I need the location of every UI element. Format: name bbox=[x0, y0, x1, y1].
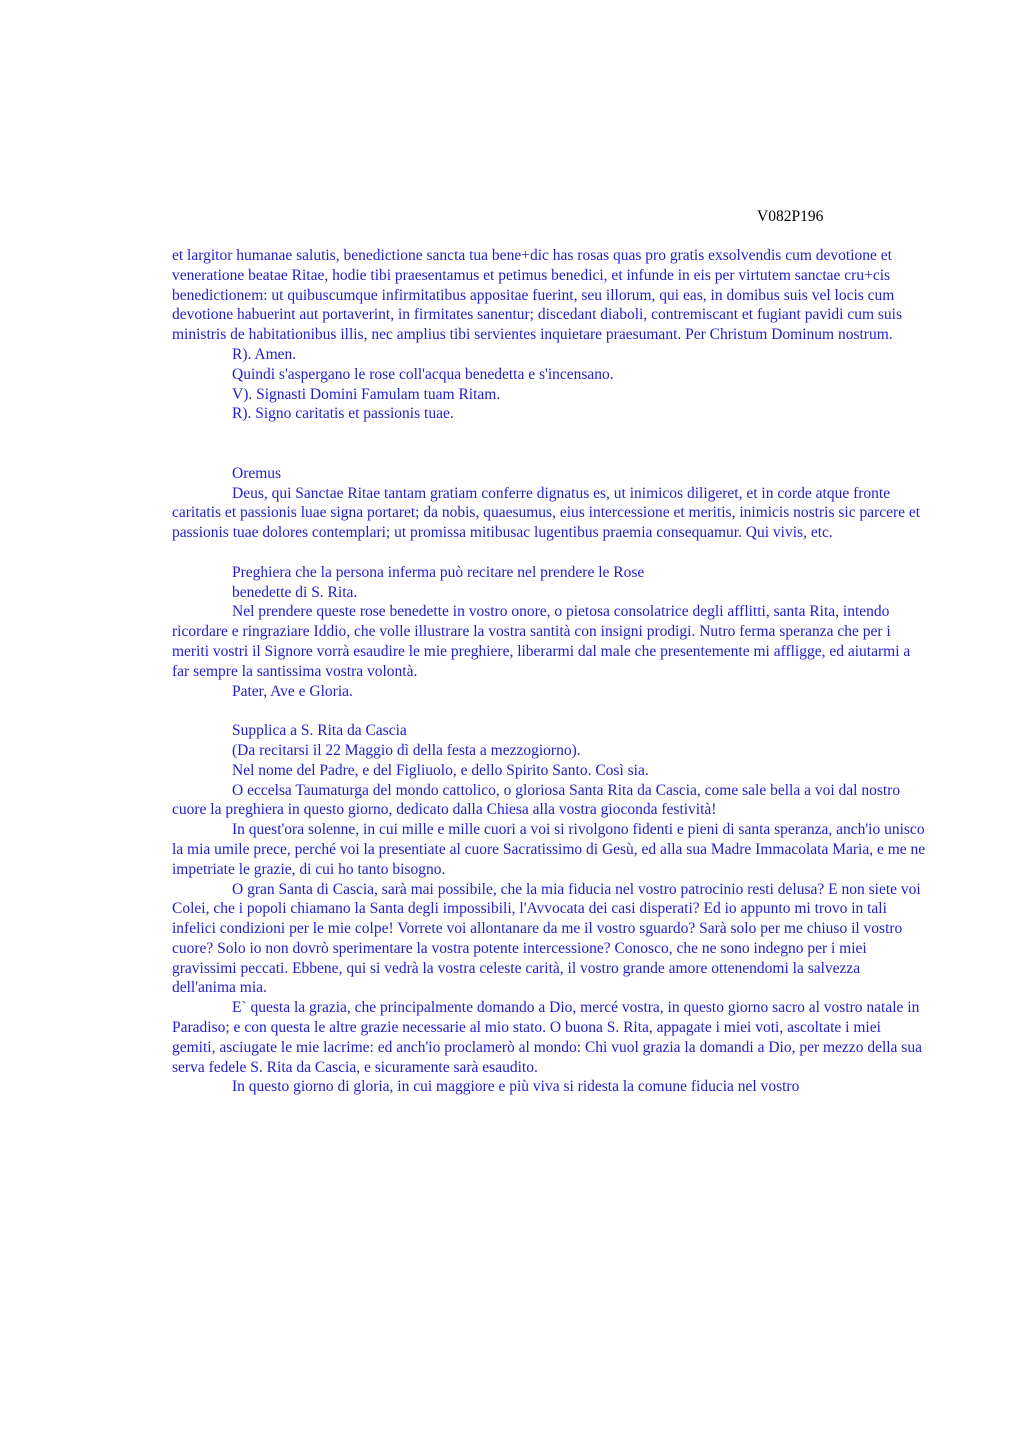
supplica-heading: Supplica a S. Rita da Cascia bbox=[232, 722, 407, 740]
document-body bbox=[172, 246, 927, 1097]
supplica-paragraph-1: O eccelsa Taumaturga del mondo cattolico, o gloriosa Santa Rita da Cascia, come sale bella a voi dal nostro cuore la preghiera in questo giorno, dedicato dalla Chiesa alla vostra gioconda festività! bbox=[172, 781, 901, 819]
supplica-paragraph-2: In quest'ora solenne, in cui mille e mille cuori a voi si rivolgono fidenti e pieni di santa speranza, anch'io unisco la mia umile prece, perché voi la presentiate al cuore Sacratissimo di Gesù, ed alla sua Madre Immacolata Maria, e me ne impetriate le grazie, di cui ho tanto bisogno. bbox=[172, 821, 926, 878]
supplica-paragraph-3: O gran Santa di Cascia, sarà mai possibile, che la mia fiducia nel vostro patrocinio resti delusa? E non siete voi Colei, che i popoli chiamano la Santa degli impossibili, l'Avvocata dei casi disperati? Ed io appunto mi trovo in tali infelici condizioni per le mie colpe! Vorrete voi allontanare da me il vostro sguardo? Sarà solo per me chiuso il vostro cuore? Solo io non dovrò sperimentare la vostra potente intercessione? Conosco, che ne sono indegno per i miei gravissimi peccati. Ebbene, qui si vedrà la vostra celeste carità, il vostro grande amore ottenendomi la salvezza dell'anima mia. bbox=[172, 880, 921, 997]
spacer bbox=[172, 424, 927, 464]
oremus-heading: Oremus bbox=[232, 464, 282, 482]
rubric-sprinkle-roses: Quindi s'aspergano le rose coll'acqua benedetta e s'incensano. bbox=[232, 365, 614, 383]
supplica-subheading: (Da recitarsi il 22 Maggio dì della festa a mezzogiorno). bbox=[232, 741, 581, 759]
response-amen: R). Amen. bbox=[232, 345, 297, 363]
versicle-signasti: V). Signasti Domini Famulam tuam Ritam. bbox=[232, 385, 501, 403]
oremus-prayer-paragraph: Deus, qui Sanctae Ritae tantam gratiam conferre dignatus es, ut inimicos diligeret, et in corde atque fronte caritatis et passionis luae signa portaret; da nobis, quaesumus, eius intercessione et meritis, inimicis nostris sic parcere et passionis tuae dolores contemplari; ut promissa mitibusac lugentibus praemia consequamur. Qui vivis, etc. bbox=[172, 484, 921, 542]
sick-prayer-paragraph: Nel prendere queste rose benedette in vostro onore, o pietosa consolatrice degli afflitti, santa Rita, intendo ricordare e ringraziare Iddio, che volle illustrare la vostra santità con insigni prodigi. Nutro ferma speranza che per i meriti vostri il Signore vorrà esaudire le mie preghiere, liberarmi dal male che presentemente mi affligge, ed aiutarmi a far sempre la santissima vostra volontà. bbox=[172, 603, 911, 680]
supplica-paragraph-5: In questo giorno di gloria, in cui maggiore e più viva si ridesta la comune fiducia nel vostro bbox=[232, 1078, 800, 1096]
supplica-paragraph-4: E` questa la grazia, che principalmente domando a Dio, mercé vostra, in questo giorno sacro al vostro natale in Paradiso; e con questa le altre grazie necessarie al mio stato. O buona S. Rita, appagate i miei voti, ascoltate i miei gemiti, asciugate le mie lacrime: ed anch'io proclamerò al mondo: Chi vuol grazia la domandi a Dio, per mezzo della sua serva fedele S. Rita da Cascia, e sicuramente sarà esaudito. bbox=[172, 999, 922, 1076]
spacer bbox=[172, 701, 927, 721]
page-identifier: V082P196 bbox=[757, 208, 824, 225]
sign-of-cross-line: Nel nome del Padre, e del Figliuolo, e dello Spirito Santo. Così sia. bbox=[232, 761, 649, 779]
sick-prayer-heading-continued: benedette di S. Rita. bbox=[232, 583, 358, 601]
spacer bbox=[172, 543, 927, 563]
pater-ave-gloria: Pater, Ave e Gloria. bbox=[232, 682, 353, 700]
blessing-prayer-paragraph: et largitor humanae salutis, benedictione sancta tua bene+dic has rosas quas pro gratis exsolvendis cum devotione et veneratione beatae Ritae, hodie tibi praesentamus et petimus benedici, et infunde in eis per virtutem sanctae cru+cis benedictionem: ut quibuscumque infirmitatibus appositae fuerint, seu illorum, qui eas, in domibus suis vel locis cum devotione habuerint aut portaverint, in firmitates sanentur; discedant diaboli, contremiscant et fugiant pavidi cum suis ministris de habitationibus illis, nec amplius tibi servientes inquietare praesumant. Per Christum Dominum nostrum. bbox=[172, 247, 903, 344]
sick-prayer-heading: Preghiera che la persona inferma può recitare nel prendere le Rose bbox=[232, 563, 645, 581]
response-signo: R). Signo caritatis et passionis tuae. bbox=[232, 405, 454, 423]
